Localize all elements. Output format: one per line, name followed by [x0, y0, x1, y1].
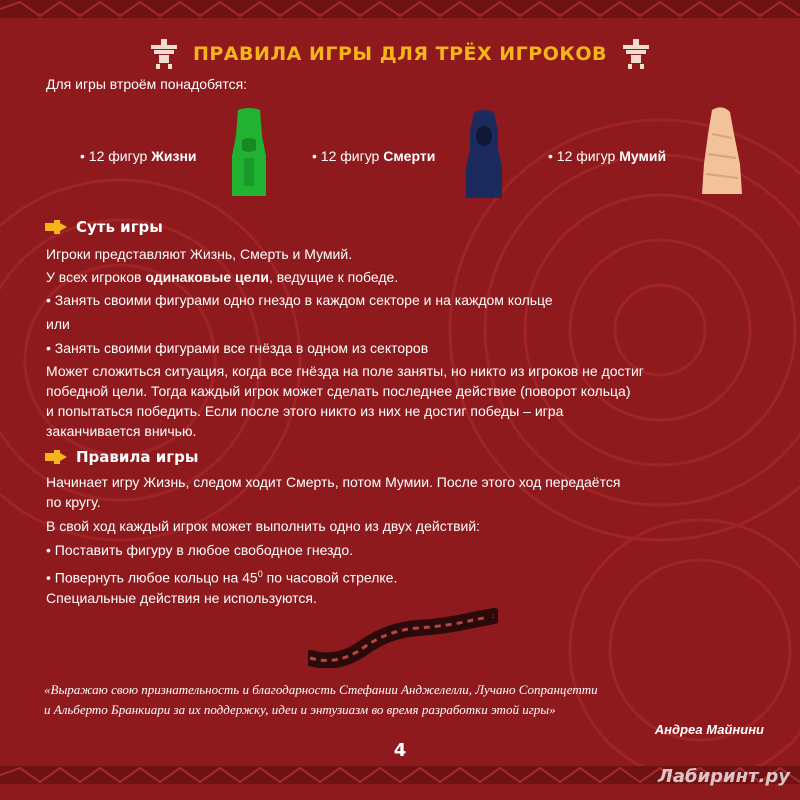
life-figure-image — [228, 106, 270, 200]
watermark: Лабиринт.ру — [657, 766, 790, 787]
pointing-hand-icon — [44, 449, 68, 465]
page-number: 4 — [393, 740, 407, 761]
pointing-hand-icon — [44, 219, 68, 235]
aztec-bird-icon — [621, 37, 651, 71]
title-row — [0, 36, 800, 72]
section2-line4: Специальные действия не используются. — [46, 590, 317, 606]
snake-ornament-icon — [308, 608, 498, 668]
death-figure-image — [462, 108, 506, 202]
quote-line-1: «Выражаю свою признательность и благодарность Стефании Анджелелли, Лучано Сопранцетти — [44, 682, 598, 697]
mummy-figure-image — [696, 104, 746, 200]
section1-line2: У всех игроков одинаковые цели, ведущие к победе. — [46, 269, 399, 285]
section2-line3: В свой ход каждый игрок может выполнить одно из двух действий: — [46, 518, 481, 534]
aztec-bird-icon — [149, 37, 179, 71]
page-title: ПРАВИЛА ИГРЫ ДЛЯ ТРЁХ ИГРОКОВ — [192, 43, 608, 65]
section1-paragraph-line2: победной цели. Тогда каждый игрок может сделать последнее действие (поворот кольца) — [46, 383, 631, 399]
section2-line1: Начинает игру Жизнь, следом ходит Смерть, потом Мумии. После этого ход передаётся — [46, 474, 621, 490]
section1-bullet1: • Занять своими фигурами одно гнездо в каждом секторе и на каждом кольце — [46, 292, 553, 308]
section1-bullet2: • Занять своими фигурами все гнёзда в одном из секторов — [46, 340, 429, 356]
section2-bullet1: • Поставить фигуру в любое свободное гнездо. — [46, 542, 354, 558]
section2-bullet2: • Повернуть любое кольцо на $45^0$ по часовой стрелке. — [46, 569, 398, 586]
section1-or: или — [46, 316, 70, 332]
section1-paragraph-line1: Может сложиться ситуация, когда все гнёзда на поле заняты, но никто из игроков не достиг — [46, 363, 644, 379]
figure-death-label: • 12 фигур Смерти — [312, 148, 436, 164]
section1-paragraph-line4: заканчивается вничью. — [46, 423, 197, 439]
quote-author: Андреа Майнини — [654, 722, 764, 737]
figure-mummy-label: • 12 фигур Мумий — [548, 148, 667, 164]
section-heading-rules: Правила игры — [44, 448, 198, 466]
top-ornament-band — [0, 0, 800, 18]
figure-life-label: • 12 фигур Жизни — [80, 148, 197, 164]
acknowledgement-quote — [44, 680, 764, 720]
intro-text: Для игры втроём понадобятся: — [46, 76, 248, 92]
section2-line2: по кругу. — [46, 494, 101, 510]
quote-line-2: и Альберто Бранкиари за их поддержку, идеи и энтузиазм во время разработки этой игры» — [44, 702, 556, 717]
section1-line1: Игроки представляют Жизнь, Смерть и Мумий. — [46, 246, 353, 262]
section1-paragraph-line3: и попытаться победить. Если после этого никто из них не достиг победы – игра — [46, 403, 564, 419]
section-heading-essence: Суть игры — [44, 218, 163, 236]
